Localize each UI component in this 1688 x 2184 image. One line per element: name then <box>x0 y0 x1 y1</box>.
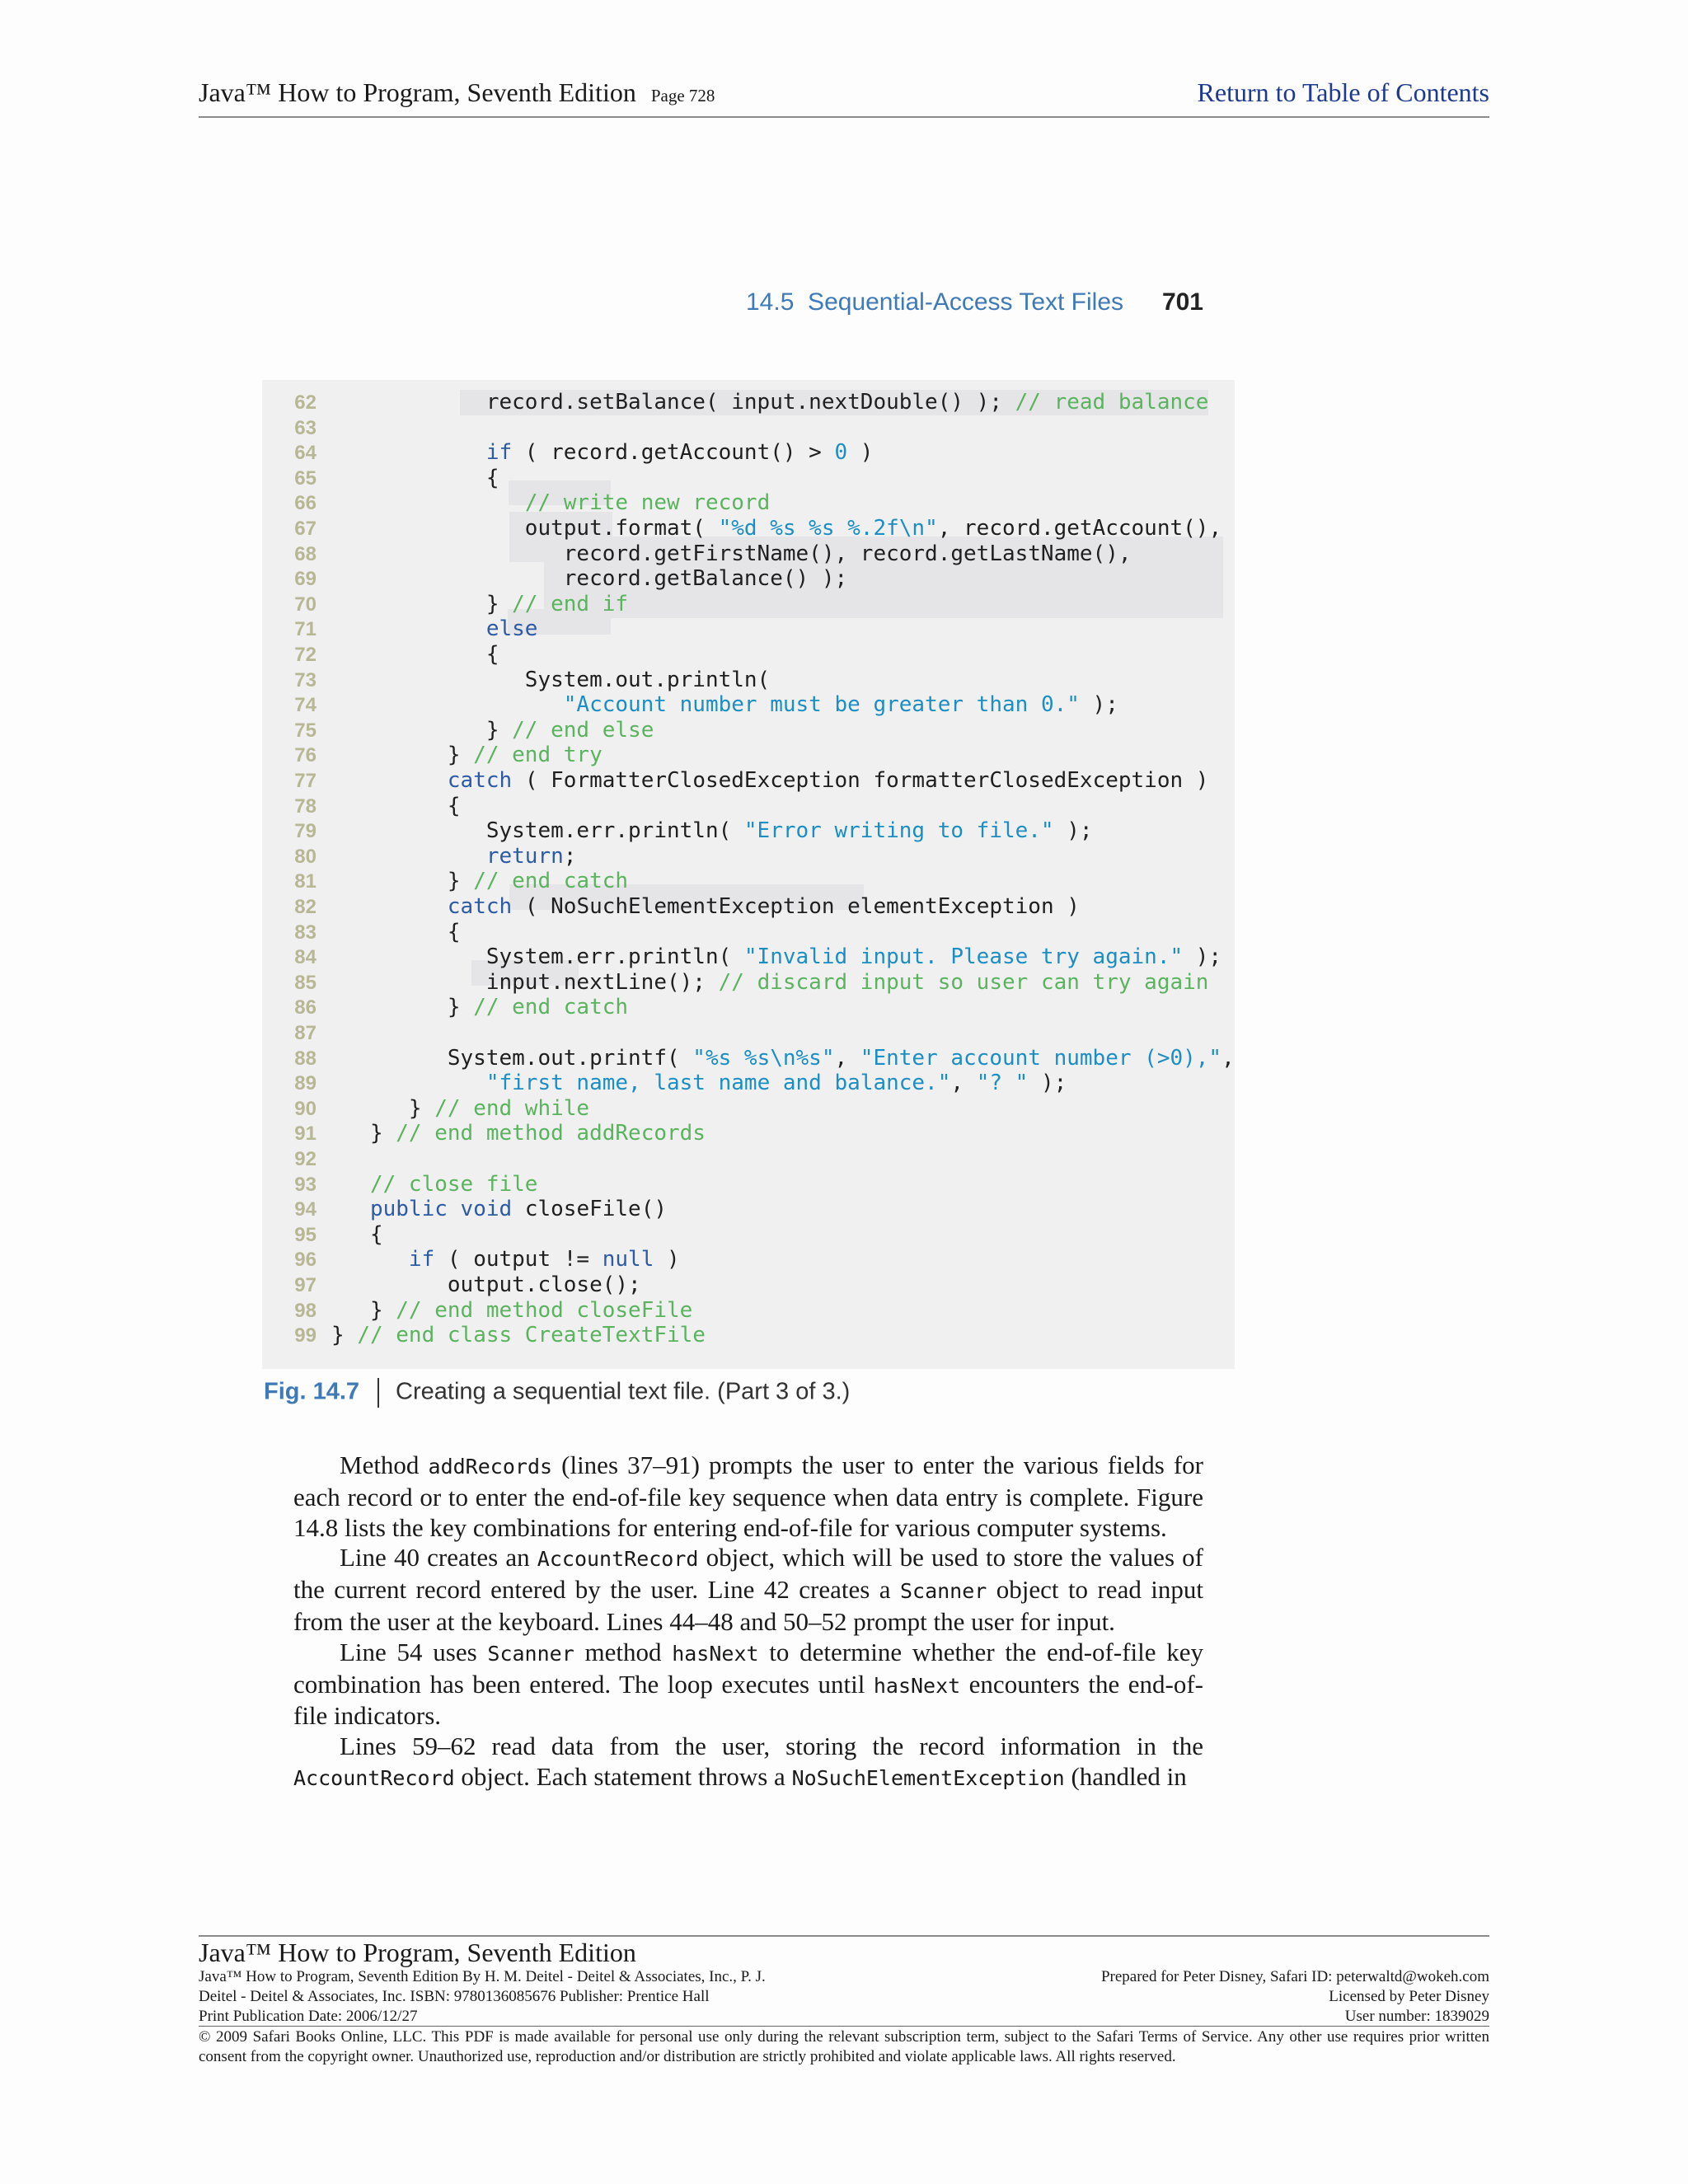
code-text: { <box>331 793 461 818</box>
line-number: 69 <box>294 568 316 591</box>
line-number: 84 <box>294 946 316 969</box>
code-text: { <box>331 1221 383 1247</box>
header-title-text: Java™ How to Program, Seventh Edition <box>199 77 636 107</box>
line-number: 77 <box>294 770 316 792</box>
code-text: System.err.println( "Invalid input. Please try again." ); <box>331 944 1222 970</box>
code-text: System.err.println( "Error writing to file." ); <box>331 818 1093 844</box>
inline-code: AccountRecord <box>537 1547 699 1572</box>
code-text: { <box>331 919 461 944</box>
line-number: 62 <box>294 391 316 414</box>
code-text: if ( output != null ) <box>408 1247 680 1272</box>
line-number: 88 <box>294 1047 316 1070</box>
line-number: 70 <box>294 593 316 616</box>
code-text: } // end catch <box>331 995 629 1020</box>
line-number: 73 <box>294 668 316 691</box>
code-text: } // end catch <box>331 869 629 894</box>
inline-code: addRecords <box>428 1455 553 1479</box>
header-book-title <box>199 77 715 108</box>
header-page-ref: Page 728 <box>650 86 715 105</box>
body-text <box>293 1451 1203 1794</box>
line-number: 81 <box>294 870 316 893</box>
code-text: } // end try <box>331 743 603 768</box>
code-text: catch ( FormatterClosedException formatterClosedException ) <box>447 768 1209 793</box>
code-text: } // end class CreateTextFile <box>331 1323 706 1348</box>
code-text: else <box>485 616 538 642</box>
line-number: 76 <box>294 744 316 767</box>
caption-text: Creating a sequential text file. (Part 3 of 3.) <box>396 1378 851 1405</box>
line-number: 92 <box>294 1148 316 1170</box>
footer-copyright: © 2009 Safari Books Online, LLC. This PDF is made available for personal use only during the relevant subscription term, subject to the Safari Terms of Service. Any other use requires prior written consent from the copyright owner. Unauthorized use, reproduction and/or distribution are strictly prohibited and violate applicable laws. All rights reserved. <box>199 2028 1489 2065</box>
code-text: System.out.printf( "%s %s\n%s", "Enter account number (>0),", <box>331 1045 1235 1071</box>
header-divider <box>199 116 1489 118</box>
section-heading: 14.5 Sequential-Access Text Files <box>746 288 1124 316</box>
footer-user-number: User number: 1839029 <box>1344 2008 1489 2025</box>
footer-prepared-for: Prepared for Peter Disney, Safari ID: peterwaltd@wokeh.com <box>1100 1968 1489 1985</box>
paragraph: Lines 59–62 read data from the user, storing the record information in the AccountRecord object. Each statement throws a NoSuchElementException (handled in <box>293 1732 1203 1791</box>
footer-publisher-info: Deitel - Deitel & Associates, Inc. ISBN: 9780136085676 Publisher: Prentice Hall <box>199 1988 710 2005</box>
page-number: 701 <box>1161 288 1203 316</box>
paragraph: Line 54 uses Scanner method hasNext to determine whether the end-of-file key combination has been entered. The loop executes until hasNext encounters the end-of-file indicators. <box>293 1637 1203 1731</box>
caption-separator <box>377 1378 379 1408</box>
code-text: output.format( "%d %s %s %.2f\n", record.getAccount(), <box>331 516 1222 541</box>
paragraph: Method addRecords (lines 37–91) prompts the user to enter the various fields for each record or to enter the end-of-file key sequence when data entry is complete. Figure 14.8 lists the key combinations for entering end-of-file for various computer systems. <box>293 1451 1204 1542</box>
line-number: 85 <box>294 971 316 994</box>
footer-divider <box>199 2026 1489 2027</box>
line-number: 98 <box>294 1299 316 1322</box>
line-number: 64 <box>294 442 316 465</box>
figure-caption <box>264 1378 850 1408</box>
code-text: public void closeFile() <box>369 1197 668 1222</box>
footer-licensed-by: Licensed by Peter Disney <box>1329 1988 1489 2005</box>
code-text: // close file <box>369 1171 538 1197</box>
inline-code: hasNext <box>672 1641 759 1666</box>
line-number: 86 <box>294 996 316 1019</box>
footer-divider <box>199 1935 1489 1937</box>
line-number: 87 <box>294 1022 316 1044</box>
line-number: 80 <box>294 845 316 868</box>
code-text: "Account number must be greater than 0." ); <box>563 692 1118 718</box>
code-text: catch ( NoSuchElementException elementException ) <box>447 894 1080 919</box>
code-text: input.nextLine(); // discard input so user can try again <box>331 969 1209 995</box>
line-number: 79 <box>294 820 316 843</box>
line-number: 67 <box>294 518 316 540</box>
code-text: if ( record.getAccount() > 0 ) <box>485 440 874 466</box>
footer-publication-date: Print Publication Date: 2006/12/27 <box>199 2008 418 2025</box>
line-number: 99 <box>294 1324 316 1347</box>
line-number: 71 <box>294 618 316 641</box>
figure-number: Fig. 14.7 <box>264 1378 360 1405</box>
code-text: "first name, last name and balance.", "? " ); <box>485 1071 1067 1096</box>
line-number: 63 <box>294 416 316 439</box>
code-text: record.getFirstName(), record.getLastName(), <box>331 541 1132 566</box>
inline-code: Scanner <box>899 1579 987 1604</box>
footer-title: Java™ How to Program, Seventh Edition <box>199 1938 636 1967</box>
code-text: // write new record <box>524 490 771 516</box>
code-text: } // end if <box>331 591 629 616</box>
inline-code: AccountRecord <box>293 1765 455 1790</box>
code-text: { <box>331 465 499 490</box>
code-text: } // end method addRecords <box>331 1121 706 1146</box>
code-text: record.getBalance() ); <box>331 566 848 592</box>
line-number: 66 <box>294 492 316 515</box>
code-text: } // end while <box>331 1095 590 1121</box>
inline-code: NoSuchElementException <box>791 1765 1065 1790</box>
code-text: record.setBalance( input.nextDouble() ); // read balance <box>331 390 1209 415</box>
line-number: 91 <box>294 1122 316 1146</box>
line-number: 72 <box>294 644 316 666</box>
running-head <box>746 288 1203 316</box>
inline-code: hasNext <box>873 1673 961 1698</box>
line-number: 97 <box>294 1274 316 1296</box>
code-text: output.close(); <box>331 1272 641 1297</box>
line-number: 78 <box>294 794 316 818</box>
line-number: 65 <box>294 466 316 490</box>
code-text: } // end method closeFile <box>331 1297 693 1323</box>
line-number: 82 <box>294 896 316 918</box>
line-number: 96 <box>294 1249 316 1272</box>
line-number: 94 <box>294 1198 316 1221</box>
line-number: 89 <box>294 1072 316 1095</box>
inline-code: Scanner <box>487 1641 574 1666</box>
code-text: } // end else <box>331 717 654 743</box>
code-text: System.out.println( <box>331 667 771 692</box>
line-number: 95 <box>294 1223 316 1246</box>
line-number: 75 <box>294 719 316 742</box>
line-number: 93 <box>294 1173 316 1196</box>
code-text: return; <box>485 843 577 869</box>
code-listing <box>262 380 1235 1369</box>
line-number: 68 <box>294 542 316 565</box>
footer-book-info: Java™ How to Program, Seventh Edition By H. M. Deitel - Deitel & Associates, Inc., P. J. <box>199 1968 766 1985</box>
return-to-toc-link[interactable]: Return to Table of Contents <box>1197 77 1489 107</box>
code-text: { <box>331 642 499 667</box>
line-number: 90 <box>294 1097 316 1120</box>
line-number: 83 <box>294 921 316 944</box>
paragraph: Line 40 creates an AccountRecord object, which will be used to store the values of the current record entered by the user. Line 42 creates a Scanner object to read input from the user at the keyboard. Lines 44–48 and 50–52 prompt the user for input. <box>293 1543 1204 1636</box>
line-number: 74 <box>294 694 316 717</box>
